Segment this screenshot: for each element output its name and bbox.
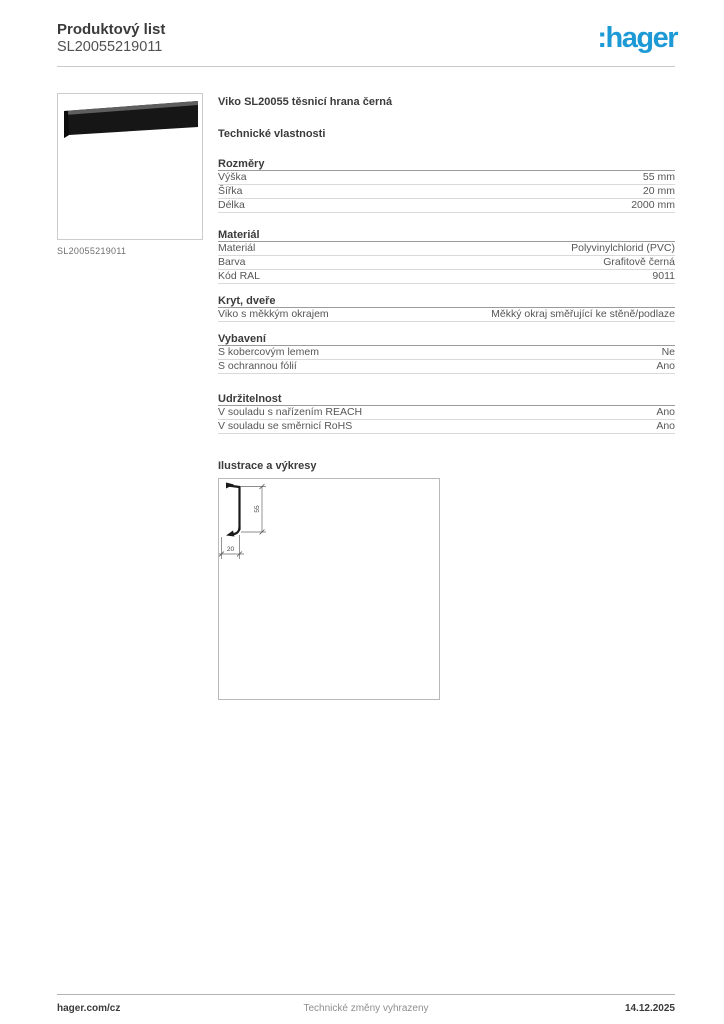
section-heading: Kryt, dveře bbox=[218, 295, 675, 308]
spec-value: Ne bbox=[661, 346, 675, 358]
spec-row bbox=[218, 256, 675, 270]
footer-date: 14.12.2025 bbox=[624, 1003, 675, 1014]
specs-column bbox=[218, 0, 675, 700]
spec-label: Délka bbox=[218, 199, 245, 211]
section-cover-doors bbox=[218, 295, 675, 322]
hager-logo: :hager bbox=[597, 22, 677, 54]
document-type-title: Produktový list bbox=[57, 21, 166, 38]
spec-value: Ano bbox=[656, 360, 675, 372]
spec-row bbox=[218, 199, 675, 213]
spec-label: Šířka bbox=[218, 185, 243, 197]
spec-row bbox=[218, 171, 675, 185]
spec-row bbox=[218, 185, 675, 199]
section-heading: Rozměry bbox=[218, 158, 675, 171]
spec-row bbox=[218, 406, 675, 420]
spec-value: Ano bbox=[656, 420, 675, 432]
spec-label: V souladu se směrnicí RoHS bbox=[218, 420, 353, 432]
sealing-edge-photo-illustration bbox=[58, 94, 202, 239]
spec-row bbox=[218, 308, 675, 322]
section-heading: Udržitelnost bbox=[218, 393, 675, 406]
spec-row bbox=[218, 346, 675, 360]
spec-label: Kód RAL bbox=[218, 270, 261, 282]
spec-label: S ochrannou fólií bbox=[218, 360, 297, 372]
spec-value: 20 mm bbox=[642, 185, 675, 197]
spec-label: S kobercovým lemem bbox=[218, 346, 319, 358]
spec-row bbox=[218, 270, 675, 284]
drawing-width-dim: 20 bbox=[226, 546, 235, 553]
spec-value: Ano bbox=[656, 406, 675, 418]
section-dimensions bbox=[218, 158, 675, 213]
section-heading: Materiál bbox=[218, 229, 675, 242]
spec-label: V souladu s nařízením REACH bbox=[218, 406, 363, 418]
product-image-column bbox=[57, 93, 203, 256]
section-sustainability bbox=[218, 393, 675, 434]
section-equipment bbox=[218, 333, 675, 374]
footer-divider bbox=[57, 994, 675, 995]
spec-label: Viko s měkkým okrajem bbox=[218, 308, 329, 320]
illustrations-heading: Ilustrace a výkresy bbox=[218, 460, 317, 472]
spec-value: 9011 bbox=[652, 270, 675, 282]
footer-disclaimer: Technické změny vyhrazeny bbox=[303, 1003, 429, 1014]
spec-label: Materiál bbox=[218, 242, 256, 254]
section-heading: Vybavení bbox=[218, 333, 675, 346]
spec-value: Polyvinylchlorid (PVC) bbox=[571, 242, 675, 254]
section-material bbox=[218, 229, 675, 284]
spec-label: Barva bbox=[218, 256, 246, 268]
product-image-caption: SL20055219011 bbox=[57, 246, 127, 256]
spec-value: Grafitově černá bbox=[603, 256, 675, 268]
product-title: Viko SL20055 těsnicí hrana černá bbox=[218, 96, 393, 108]
spec-value: 55 mm bbox=[642, 171, 675, 183]
drawing-height-dim: 55 bbox=[254, 505, 261, 513]
footer-website-link[interactable]: hager.com/cz bbox=[57, 1003, 121, 1014]
technical-properties-heading: Technické vlastnosti bbox=[218, 128, 326, 140]
page-footer bbox=[57, 1003, 675, 1017]
spec-row bbox=[218, 242, 675, 256]
technical-drawing bbox=[218, 478, 440, 700]
profile-cross-section-drawing bbox=[219, 479, 439, 699]
spec-row bbox=[218, 360, 675, 374]
spec-label: Výška bbox=[218, 171, 247, 183]
spec-value: 2000 mm bbox=[631, 199, 675, 211]
spec-row bbox=[218, 420, 675, 434]
header-product-id: SL20055219011 bbox=[57, 39, 163, 55]
spec-value: Měkký okraj směřující ke stěně/podlaze bbox=[491, 308, 675, 320]
product-photo bbox=[57, 93, 203, 240]
